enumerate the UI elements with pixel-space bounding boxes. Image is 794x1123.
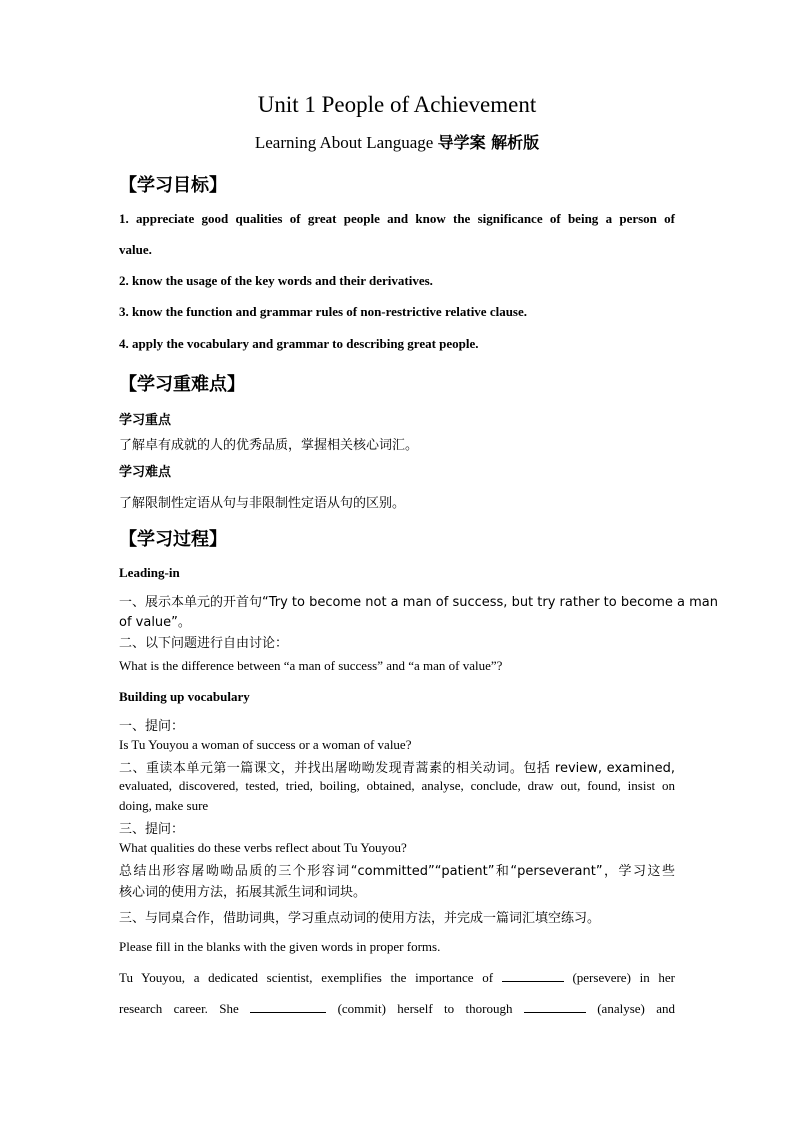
exercise-text: (persevere) in her: [572, 970, 675, 985]
leading-in-question: What is the difference between “a man of success” and “a man of value”?: [119, 658, 503, 673]
subtitle-chinese: 导学案 解析版: [437, 133, 540, 152]
exercise-text: research career. She: [119, 1001, 239, 1016]
objective-1-line-1: 1. appreciate good qualities of great people and know the significance of being a person of: [119, 211, 675, 226]
vocabulary-question-2: What qualities do these verbs reflect about Tu Youyou?: [119, 840, 407, 855]
exercise-paragraph-line-2: [119, 1001, 675, 1017]
exercise-text: (commit) herself to thorough: [337, 1001, 513, 1016]
objective-2: 2. know the usage of the key words and their derivatives.: [119, 273, 433, 288]
fill-blank-3[interactable]: [524, 1001, 586, 1013]
focus-text: 了解卓有成就的人的优秀品质，掌握相关核心词汇。: [119, 438, 419, 453]
vocabulary-question-1: Is Tu Youyou a woman of success or a woman of value?: [119, 737, 412, 752]
leading-in-step-1-line-2: of value”。: [119, 615, 191, 630]
vocabulary-step-3: 三、提问：: [119, 822, 185, 837]
exercise-text: (analyse) and: [597, 1001, 675, 1016]
vocabulary-summary-line-2: 核心词的使用方法，拓展其派生词和词块。: [119, 885, 367, 900]
leading-in-step-2: 二、以下问题进行自由讨论：: [119, 636, 289, 651]
fill-blank-2[interactable]: [250, 1001, 326, 1013]
leading-in-heading: Leading-in: [119, 565, 180, 580]
focus-label: 学习重点: [119, 413, 172, 428]
difficulty-text: 了解限制性定语从句与非限制性定语从句的区别。: [119, 496, 406, 511]
vocabulary-step-4: 三、与同桌合作，借助词典，学习重点动词的使用方法，并完成一篇词汇填空练习。: [119, 911, 601, 926]
objective-4: 4. apply the vocabulary and grammar to describing great people.: [119, 336, 479, 351]
vocabulary-step-2-line-2: evaluated, discovered, tested, tried, boiling, obtained, analyse, conclude, draw out, found, insist on: [119, 778, 675, 793]
objective-1-line-2: value.: [119, 242, 152, 257]
process-heading: 【学习过程】: [119, 529, 227, 550]
vocabulary-summary-line-1: 总结出形容屠呦呦品质的三个形容词“committed”“patient”和“perseverant”，学习这些: [119, 864, 675, 879]
vocabulary-step-1: 一、提问：: [119, 719, 185, 734]
key-points-heading: 【学习重难点】: [119, 374, 245, 395]
objective-3: 3. know the function and grammar rules of non-restrictive relative clause.: [119, 304, 528, 319]
document-title: Unit 1 People of Achievement: [257, 92, 537, 117]
exercise-paragraph-line-1: [119, 970, 675, 986]
document-subtitle: [0, 130, 794, 153]
exercise-instruction: Please fill in the blanks with the given words in proper forms.: [119, 939, 441, 954]
subtitle-english: Learning About Language: [254, 133, 434, 152]
vocabulary-step-2-line-1: 二、重读本单元第一篇课文，并找出屠呦呦发现青蒿素的相关动词。包括 review, examined,: [119, 761, 675, 776]
vocabulary-step-2-line-3: doing, make sure: [119, 798, 209, 813]
exercise-text: Tu Youyou, a dedicated scientist, exemplifies the importance of: [119, 970, 494, 985]
fill-blank-1[interactable]: [502, 970, 564, 982]
objectives-heading: 【学习目标】: [119, 175, 227, 196]
difficulty-label: 学习难点: [119, 465, 172, 480]
vocabulary-heading: Building up vocabulary: [119, 689, 250, 704]
leading-in-step-1-line-1: 一、展示本单元的开首句“Try to become not a man of success, but try rather to become a man: [119, 595, 718, 610]
